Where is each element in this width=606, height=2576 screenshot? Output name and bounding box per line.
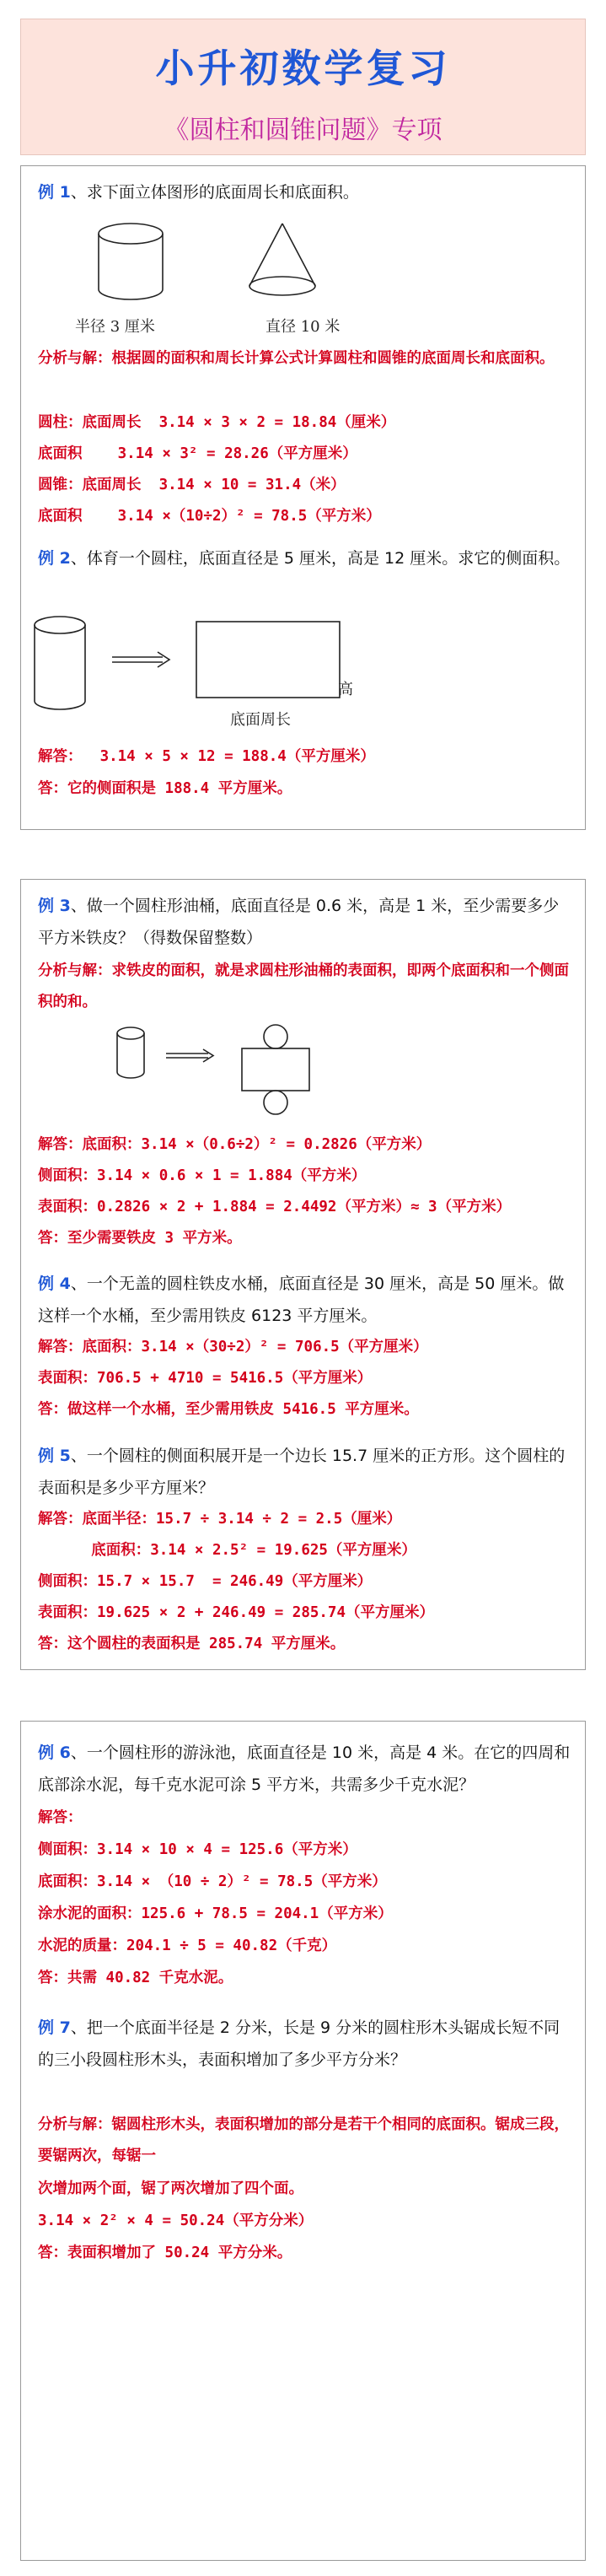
example-3-line-3: 表面积：0.2826 × 2 + 1.884 = 2.4492（平方米）≈ 3（平方米） bbox=[38, 1199, 512, 1215]
cylinder-caption: 半径 3 厘米 bbox=[75, 318, 155, 336]
example-4-line-2: 表面积：706.5 + 4710 = 5416.5（平方厘米） bbox=[38, 1370, 373, 1387]
page-title: 小升初数学复习 bbox=[155, 46, 451, 91]
example-5-line-5: 答：这个圆柱的表面积是 285.74 平方厘米。 bbox=[38, 1636, 346, 1652]
example-6-label: 例 6 bbox=[38, 1743, 71, 1762]
example-1-analysis: 分析与解：根据圆的面积和周长计算公式计算圆柱和圆锥的底面周长和底面积。 bbox=[38, 350, 555, 367]
example-6-line-1: 解答： bbox=[38, 1809, 83, 1826]
example-6-question: 例 6、一个圆柱形的游泳池，底面直径是 10 米，高是 4 米。在它的四周和底部涂水泥，每千克水泥可涂 5 平方米，共需多少千克水泥？ bbox=[38, 1743, 571, 1794]
cylinder-unfold-figure bbox=[28, 613, 365, 723]
example-5-line-4: 表面积：19.625 × 2 + 246.49 = 285.74（平方厘米） bbox=[38, 1604, 435, 1621]
example-3-label: 例 3 bbox=[38, 897, 71, 915]
example-4-line-1: 解答：底面积：3.14 ×（30÷2）² = 706.5（平方厘米） bbox=[38, 1339, 428, 1355]
example-1-question: 例 1、求下面立体图形的底面周长和底面积。 bbox=[38, 183, 359, 202]
example-6-line-2: 侧面积：3.14 × 10 × 4 = 125.6（平方米） bbox=[38, 1841, 357, 1858]
example-1-line-2: 底面积 3.14 × 3² = 28.26（平方厘米） bbox=[38, 445, 357, 462]
example-2-label: 例 2 bbox=[38, 549, 71, 568]
example-5-label: 例 5 bbox=[38, 1447, 71, 1465]
example-2-question: 例 2、体育一个圆柱，底面直径是 5 厘米，高是 12 厘米。求它的侧面积。 bbox=[38, 549, 571, 568]
panel-examples-3-5 bbox=[20, 879, 586, 1670]
height-label: 高 bbox=[338, 681, 353, 698]
example-3-question: 例 3、做一个圆柱形油桶，底面直径是 0.6 米，高是 1 米，至少需要多少平方米铁皮？（得数保留整数） bbox=[38, 897, 560, 947]
panel-examples-6-7 bbox=[20, 1721, 586, 2561]
example-6-line-6: 答：共需 40.82 千克水泥。 bbox=[38, 1970, 233, 1986]
example-2-line-1: 解答： 3.14 × 5 × 12 = 188.4（平方厘米） bbox=[38, 748, 375, 765]
panel-examples-1-2 bbox=[20, 165, 586, 830]
example-4-label: 例 4 bbox=[38, 1275, 71, 1293]
example-6-line-4: 涂水泥的面积：125.6 + 78.5 = 204.1（平方米） bbox=[38, 1905, 393, 1922]
cylinder-cone-figure bbox=[93, 217, 346, 310]
cylinder-net-figure bbox=[114, 1023, 333, 1124]
example-1-label: 例 1 bbox=[38, 183, 71, 202]
example-3-line-4: 答：至少需要铁皮 3 平方米。 bbox=[38, 1230, 242, 1247]
example-4-question: 例 4、一个无盖的圆柱铁皮水桶，底面直径是 30 厘米，高是 50 厘米。做这样一个水桶，至少需用铁皮 6123 平方厘米。 bbox=[38, 1275, 565, 1325]
example-3-analysis: 分析与解：求铁皮的面积，就是求圆柱形油桶的表面积，即两个底面积和一个侧面积的和。 bbox=[38, 962, 569, 1010]
example-6-line-5: 水泥的质量：204.1 ÷ 5 = 40.82（千克） bbox=[38, 1937, 337, 1954]
example-1-line-3: 圆锥：底面周长 3.14 × 10 = 31.4（米） bbox=[38, 477, 346, 493]
perimeter-label: 底面周长 bbox=[230, 711, 291, 729]
example-7-question: 例 7、把一个底面半径是 2 分米，长是 9 分米的圆柱形木头锯成长短不同的三小段圆柱形木头，表面积增加了多少平方分米？ bbox=[38, 2018, 560, 2069]
page-subtitle: 《圆柱和圆锥问题》专项 bbox=[164, 116, 442, 145]
example-7-line-3: 答：表面积增加了 50.24 平方分米。 bbox=[38, 2245, 292, 2261]
example-5-line-2: 底面积：3.14 × 2.5² = 19.625（平方厘米） bbox=[38, 1542, 416, 1559]
example-7-line-2: 3.14 × 2² × 4 = 50.24（平方分米） bbox=[38, 2212, 314, 2229]
cone-caption: 直径 10 米 bbox=[265, 318, 341, 336]
example-1-line-1: 圆柱：底面周长 3.14 × 3 × 2 = 18.84（厘米） bbox=[38, 414, 396, 431]
example-7-analysis: 分析与解：锯圆柱形木头，表面积增加的部分是若干个相同的底面积。锯成三段，要锯两次，每锯一 bbox=[38, 2116, 569, 2164]
example-6-line-3: 底面积：3.14 × （10 ÷ 2）² = 78.5（平方米） bbox=[38, 1873, 387, 1890]
example-5-question: 例 5、一个圆柱的侧面积展开是一个边长 15.7 厘米的正方形。这个圆柱的表面积是多少平方厘米？ bbox=[38, 1447, 566, 1497]
example-5-line-1: 解答：底面半径：15.7 ÷ 3.14 ÷ 2 = 2.5（厘米） bbox=[38, 1511, 402, 1528]
example-1-line-4: 底面积 3.14 ×（10÷2）² = 78.5（平方米） bbox=[38, 508, 381, 525]
example-7-label: 例 7 bbox=[38, 2018, 71, 2037]
example-5-line-3: 侧面积：15.7 × 15.7 = 246.49（平方厘米） bbox=[38, 1573, 373, 1590]
example-4-line-3: 答：做这样一个水桶，至少需用铁皮 5416.5 平方厘米。 bbox=[38, 1401, 419, 1418]
example-3-line-2: 侧面积：3.14 × 0.6 × 1 = 1.884（平方米） bbox=[38, 1167, 367, 1184]
example-7-line-1: 次增加两个面，锯了两次增加了四个面。 bbox=[38, 2180, 303, 2197]
example-2-line-2: 答：它的侧面积是 188.4 平方厘米。 bbox=[38, 780, 292, 797]
header-banner bbox=[20, 19, 586, 155]
example-3-line-1: 解答：底面积：3.14 ×（0.6÷2）² = 0.2826（平方米） bbox=[38, 1136, 432, 1153]
